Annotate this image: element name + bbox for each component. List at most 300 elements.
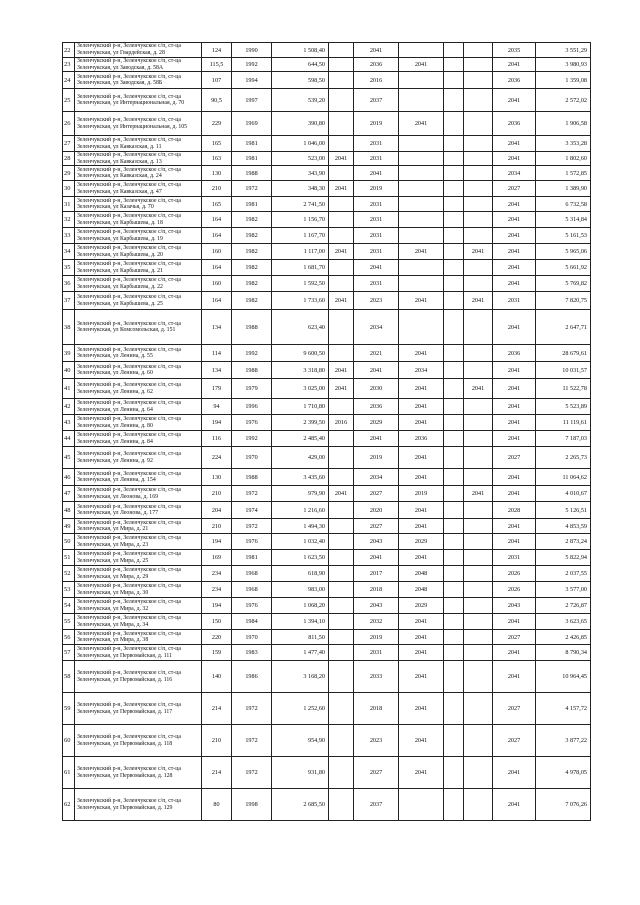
area-cell: 204 [202,502,232,519]
row-number: 61 [63,757,75,789]
work-year-5-cell [464,136,493,152]
year-built-cell: 1996 [232,399,272,415]
work-year-3-cell [399,310,444,345]
work-year-2-cell: 2034 [354,310,399,345]
work-year-2-cell: 2037 [354,89,399,112]
work-year-1-cell [329,598,354,614]
work-year-5-cell [464,112,493,136]
year-built-cell: 1982 [232,228,272,244]
work-year-2-cell: 2033 [354,661,399,693]
work-year-5-cell: 2041 [464,244,493,260]
work-year-5-cell [464,166,493,181]
work-year-1-cell [329,757,354,789]
area-cell: 140 [202,661,232,693]
total-cost-cell: 2 726,87 [536,598,591,614]
address-cell: Зеленчукский р-н, Зеленчукское с/п, ст-ца Зеленчукская, ул Кавказская, д. 13 [75,152,202,166]
row-number: 39 [63,345,75,362]
work-year-3-cell: 2036 [399,431,444,447]
address-cell: Зеленчукский р-н, Зеленчукское с/п, ст-ца Зеленчукская, ул Карбышева, д. 20 [75,244,202,260]
work-year-4-cell [444,379,464,399]
work-year-5-cell [464,212,493,228]
table-row [63,152,591,166]
work-year-6-cell: 2027 [493,181,536,197]
work-year-4-cell [444,58,464,72]
work-year-4-cell [444,550,464,566]
cost-cell: 1 032,40 [272,534,329,550]
table-row [63,415,591,431]
work-year-1-cell: 2041 [329,379,354,399]
area-cell: 229 [202,112,232,136]
total-cost-cell: 3 353,28 [536,136,591,152]
work-year-3-cell: 2041 [399,502,444,519]
work-year-3-cell: 2048 [399,582,444,598]
address-cell: Зеленчукский р-н, Зеленчукское с/п, ст-ца Зеленчукская, ул Первомайская, д. 118 [75,725,202,757]
work-year-3-cell [399,166,444,181]
work-year-1-cell [329,260,354,276]
work-year-5-cell [464,43,493,58]
address-cell: Зеленчукский р-н, Зеленчукское с/п, ст-ца Зеленчукская, ул Первомайская, д. 111 [75,645,202,661]
work-year-1-cell [329,582,354,598]
work-year-4-cell [444,447,464,469]
address-cell: Зеленчукский р-н, Зеленчукское с/п, ст-ца Зеленчукская, ул Ленина, д. 92 [75,447,202,469]
work-year-2-cell: 2036 [354,399,399,415]
table-row [63,399,591,415]
work-year-3-cell: 2041 [399,519,444,534]
total-cost-cell: 1 572,85 [536,166,591,181]
total-cost-cell: 4 157,72 [536,693,591,725]
table-row [63,614,591,630]
address-cell: Зеленчукский р-н, Зеленчукское с/п, ст-ца Зеленчукская, ул Интернациональная, д. 70 [75,89,202,112]
area-cell: 164 [202,212,232,228]
cost-cell: 1 068,20 [272,598,329,614]
address-cell: Зеленчукский р-н, Зеленчукское с/п, ст-ца Зеленчукская, ул Карбышева, д. 21 [75,260,202,276]
cost-cell: 390,80 [272,112,329,136]
work-year-3-cell: 2019 [399,486,444,502]
work-year-6-cell: 2028 [493,502,536,519]
row-number: 25 [63,89,75,112]
work-year-3-cell: 2041 [399,614,444,630]
total-cost-cell: 3 980,93 [536,58,591,72]
work-year-1-cell: 2016 [329,415,354,431]
row-number: 38 [63,310,75,345]
work-year-3-cell [399,260,444,276]
year-built-cell: 1972 [232,519,272,534]
cost-cell: 954,90 [272,725,329,757]
work-year-4-cell [444,598,464,614]
year-built-cell: 1972 [232,181,272,197]
address-cell: Зеленчукский р-н, Зеленчукское с/п, ст-ца Зеленчукская, ул Карбышева, д. 25 [75,292,202,310]
table-row [63,58,591,72]
area-cell: 115,5 [202,58,232,72]
work-year-6-cell: 2036 [493,112,536,136]
address-cell: Зеленчукский р-н, Зеленчукское с/п, ст-ца Зеленчукская, ул Ленина, д. 154 [75,469,202,486]
work-year-1-cell [329,502,354,519]
work-year-1-cell: 2041 [329,292,354,310]
area-cell: 194 [202,415,232,431]
year-built-cell: 1981 [232,136,272,152]
year-built-cell: 1981 [232,197,272,212]
table-row [63,43,591,58]
work-year-2-cell: 2019 [354,112,399,136]
work-year-3-cell [399,136,444,152]
area-cell: 163 [202,152,232,166]
total-cost-cell: 5 314,84 [536,212,591,228]
address-cell: Зеленчукский р-н, Зеленчукское с/п, ст-ца Зеленчукская, ул Мира, д. 34 [75,614,202,630]
work-year-6-cell: 2041 [493,645,536,661]
total-cost-cell: 3 877,22 [536,725,591,757]
row-number: 50 [63,534,75,550]
area-cell: 214 [202,757,232,789]
work-year-2-cell: 2031 [354,645,399,661]
year-built-cell: 1994 [232,72,272,89]
work-year-4-cell [444,486,464,502]
work-year-3-cell: 2041 [399,415,444,431]
work-year-1-cell [329,72,354,89]
cost-cell: 343,90 [272,166,329,181]
total-cost-cell: 5 661,92 [536,260,591,276]
work-year-1-cell [329,136,354,152]
work-year-1-cell [329,469,354,486]
work-year-2-cell: 2037 [354,789,399,821]
year-built-cell: 1972 [232,486,272,502]
work-year-3-cell: 2034 [399,362,444,379]
total-cost-cell: 1 802,60 [536,152,591,166]
cost-cell: 1 046,00 [272,136,329,152]
area-cell: 164 [202,292,232,310]
year-built-cell: 1997 [232,89,272,112]
work-year-1-cell [329,212,354,228]
work-year-5-cell [464,58,493,72]
work-year-6-cell: 2043 [493,598,536,614]
work-year-3-cell [399,276,444,292]
address-cell: Зеленчукский р-н, Зеленчукское с/п, ст-ца Зеленчукская, ул Первомайская, д. 116 [75,661,202,693]
work-year-1-cell [329,447,354,469]
work-year-4-cell [444,152,464,166]
work-year-6-cell: 2026 [493,566,536,582]
work-year-3-cell [399,43,444,58]
work-year-6-cell: 2027 [493,725,536,757]
table-row [63,566,591,582]
year-built-cell: 1972 [232,693,272,725]
work-year-3-cell: 2041 [399,379,444,399]
work-year-1-cell [329,614,354,630]
cost-cell: 348,30 [272,181,329,197]
address-cell: Зеленчукский р-н, Зеленчукское с/п, ст-ца Зеленчукская, ул Леонова, д. 169 [75,486,202,502]
address-cell: Зеленчукский р-н, Зеленчукское с/п, ст-ца Зеленчукская, ул Ленина, д. 55 [75,345,202,362]
work-year-2-cell: 2021 [354,345,399,362]
area-cell: 116 [202,431,232,447]
table-row [63,345,591,362]
work-year-5-cell [464,550,493,566]
work-year-3-cell: 2041 [399,292,444,310]
row-number: 52 [63,566,75,582]
work-year-6-cell: 2035 [493,43,536,58]
work-year-6-cell: 2041 [493,276,536,292]
work-year-6-cell: 2041 [493,362,536,379]
work-year-6-cell: 2041 [493,519,536,534]
row-number: 27 [63,136,75,152]
work-year-4-cell [444,345,464,362]
cost-cell: 618,90 [272,566,329,582]
work-year-5-cell [464,89,493,112]
total-cost-cell: 1 906,58 [536,112,591,136]
address-cell: Зеленчукский р-н, Зеленчукское с/п, ст-ца Зеленчукская, ул Кавказская, д. 47 [75,181,202,197]
work-year-6-cell: 2041 [493,486,536,502]
work-year-1-cell [329,725,354,757]
work-year-3-cell: 2041 [399,345,444,362]
work-year-2-cell: 2041 [354,431,399,447]
work-year-3-cell: 2041 [399,725,444,757]
work-year-4-cell [444,136,464,152]
work-year-3-cell [399,89,444,112]
area-cell: 80 [202,789,232,821]
row-number: 47 [63,486,75,502]
year-built-cell: 1982 [232,260,272,276]
row-number: 26 [63,112,75,136]
year-built-cell: 1970 [232,630,272,645]
total-cost-cell: 3 551,29 [536,43,591,58]
table-row [63,212,591,228]
work-year-3-cell: 2041 [399,447,444,469]
row-number: 31 [63,197,75,212]
work-year-5-cell [464,276,493,292]
row-number: 23 [63,58,75,72]
row-number: 49 [63,519,75,534]
address-cell: Зеленчукский р-н, Зеленчукское с/п, ст-ца Зеленчукская, ул Карбышева, д. 19 [75,228,202,244]
work-year-3-cell: 2041 [399,645,444,661]
address-cell: Зеленчукский р-н, Зеленчукское с/п, ст-ца Зеленчукская, ул Ленина, д. 80 [75,415,202,431]
work-year-4-cell [444,112,464,136]
work-year-1-cell [329,550,354,566]
work-year-3-cell [399,72,444,89]
work-year-1-cell [329,58,354,72]
work-year-1-cell [329,661,354,693]
work-year-1-cell [329,228,354,244]
row-number: 22 [63,43,75,58]
work-year-6-cell: 2041 [493,379,536,399]
work-year-5-cell [464,181,493,197]
work-year-3-cell: 2048 [399,566,444,582]
table-row [63,502,591,519]
work-year-5-cell [464,345,493,362]
table-row [63,112,591,136]
work-year-1-cell [329,345,354,362]
work-year-1-cell: 2041 [329,244,354,260]
work-year-4-cell [444,43,464,58]
work-year-5-cell [464,630,493,645]
cost-cell: 623,40 [272,310,329,345]
work-year-2-cell: 2027 [354,486,399,502]
year-built-cell: 1988 [232,469,272,486]
work-year-2-cell: 2034 [354,469,399,486]
work-year-3-cell: 2041 [399,112,444,136]
year-built-cell: 1982 [232,212,272,228]
total-cost-cell: 6 732,58 [536,197,591,212]
total-cost-cell: 2 647,71 [536,310,591,345]
work-year-2-cell: 2036 [354,58,399,72]
year-built-cell: 1986 [232,661,272,693]
table-row [63,431,591,447]
work-year-2-cell: 2019 [354,447,399,469]
total-cost-cell: 2 037,55 [536,566,591,582]
work-year-2-cell: 2027 [354,519,399,534]
row-number: 46 [63,469,75,486]
area-cell: 224 [202,447,232,469]
total-cost-cell: 2 873,24 [536,534,591,550]
address-cell: Зеленчукский р-н, Зеленчукское с/п, ст-ца Зеленчукская, ул Казачья, д. 70 [75,197,202,212]
work-year-2-cell: 2041 [354,362,399,379]
area-cell: 165 [202,197,232,212]
table-row [63,486,591,502]
row-number: 43 [63,415,75,431]
work-year-5-cell [464,757,493,789]
table-row [63,725,591,757]
work-year-4-cell [444,582,464,598]
area-cell: 160 [202,244,232,260]
row-number: 33 [63,228,75,244]
year-built-cell: 1969 [232,112,272,136]
work-year-6-cell: 2041 [493,136,536,152]
work-year-4-cell [444,212,464,228]
work-year-6-cell: 2027 [493,630,536,645]
address-cell: Зеленчукский р-н, Зеленчукское с/п, ст-ца Зеленчукская, ул Ленина, д. 60 [75,362,202,379]
work-year-6-cell: 2041 [493,260,536,276]
area-cell: 130 [202,469,232,486]
row-number: 30 [63,181,75,197]
work-year-2-cell: 2041 [354,166,399,181]
total-cost-cell: 2 265,73 [536,447,591,469]
work-year-6-cell: 2036 [493,72,536,89]
total-cost-cell: 7 187,03 [536,431,591,447]
work-year-4-cell [444,197,464,212]
work-year-2-cell: 2031 [354,228,399,244]
work-year-5-cell [464,415,493,431]
table-row [63,260,591,276]
cost-cell: 1 167,70 [272,228,329,244]
work-year-6-cell: 2041 [493,212,536,228]
year-built-cell: 1984 [232,614,272,630]
cost-cell: 1 252,60 [272,693,329,725]
row-number: 59 [63,693,75,725]
row-number: 53 [63,582,75,598]
row-number: 44 [63,431,75,447]
work-year-3-cell: 2029 [399,598,444,614]
work-year-6-cell: 2041 [493,89,536,112]
work-year-5-cell [464,310,493,345]
work-year-2-cell: 2017 [354,566,399,582]
total-cost-cell: 4 853,59 [536,519,591,534]
area-cell: 90,5 [202,89,232,112]
total-cost-cell: 5 126,51 [536,502,591,519]
address-cell: Зеленчукский р-н, Зеленчукское с/п, ст-ца Зеленчукская, ул Леонова, д. 177 [75,502,202,519]
work-year-4-cell [444,244,464,260]
work-year-3-cell: 2041 [399,757,444,789]
cost-cell: 979,90 [272,486,329,502]
table-body [63,43,591,821]
work-year-2-cell: 2016 [354,72,399,89]
year-built-cell: 1979 [232,379,272,399]
work-year-4-cell [444,415,464,431]
cost-cell: 3 318,80 [272,362,329,379]
cost-cell: 3 435,60 [272,469,329,486]
work-year-4-cell [444,693,464,725]
table-row [63,310,591,345]
work-year-1-cell [329,399,354,415]
work-year-3-cell [399,197,444,212]
row-number: 41 [63,379,75,399]
cost-cell: 2 685,50 [272,789,329,821]
cost-cell: 2 741,50 [272,197,329,212]
work-year-3-cell: 2029 [399,534,444,550]
area-cell: 165 [202,136,232,152]
work-year-1-cell [329,43,354,58]
work-year-5-cell [464,582,493,598]
cost-cell: 539,20 [272,89,329,112]
work-year-4-cell [444,310,464,345]
work-year-5-cell [464,260,493,276]
row-number: 28 [63,152,75,166]
work-year-2-cell: 2031 [354,197,399,212]
cost-cell: 2 399,50 [272,415,329,431]
cost-cell: 1 394,10 [272,614,329,630]
area-cell: 134 [202,362,232,379]
cost-cell: 1 156,70 [272,212,329,228]
work-year-2-cell: 2031 [354,244,399,260]
cost-cell: 9 600,50 [272,345,329,362]
work-year-2-cell: 2027 [354,757,399,789]
work-year-1-cell: 2041 [329,152,354,166]
work-year-1-cell [329,693,354,725]
work-year-4-cell [444,789,464,821]
work-year-6-cell: 2041 [493,310,536,345]
year-built-cell: 1983 [232,645,272,661]
year-built-cell: 1988 [232,362,272,379]
work-year-1-cell [329,276,354,292]
total-cost-cell: 2 426,85 [536,630,591,645]
area-cell: 160 [202,276,232,292]
row-number: 45 [63,447,75,469]
work-year-4-cell [444,260,464,276]
area-cell: 164 [202,228,232,244]
table-row [63,534,591,550]
year-built-cell: 1998 [232,789,272,821]
work-year-3-cell: 2041 [399,58,444,72]
year-built-cell: 1974 [232,502,272,519]
address-cell: Зеленчукский р-н, Зеленчукское с/п, ст-ца Зеленчукская, ул Мира, д. 21 [75,519,202,534]
cost-cell: 429,00 [272,447,329,469]
work-year-3-cell: 2041 [399,693,444,725]
work-year-3-cell [399,152,444,166]
total-cost-cell: 2 572,02 [536,89,591,112]
work-year-5-cell [464,645,493,661]
work-year-6-cell: 2041 [493,614,536,630]
total-cost-cell: 8 790,34 [536,645,591,661]
housing-register-table [62,42,591,821]
work-year-6-cell: 2031 [493,550,536,566]
work-year-4-cell [444,614,464,630]
year-built-cell: 1972 [232,725,272,757]
work-year-2-cell: 2041 [354,43,399,58]
year-built-cell: 1992 [232,431,272,447]
cost-cell: 1 508,40 [272,43,329,58]
area-cell: 210 [202,181,232,197]
work-year-5-cell [464,789,493,821]
area-cell: 114 [202,345,232,362]
work-year-2-cell: 2018 [354,582,399,598]
cost-cell: 1 681,70 [272,260,329,276]
table-row [63,292,591,310]
work-year-6-cell: 2041 [493,534,536,550]
